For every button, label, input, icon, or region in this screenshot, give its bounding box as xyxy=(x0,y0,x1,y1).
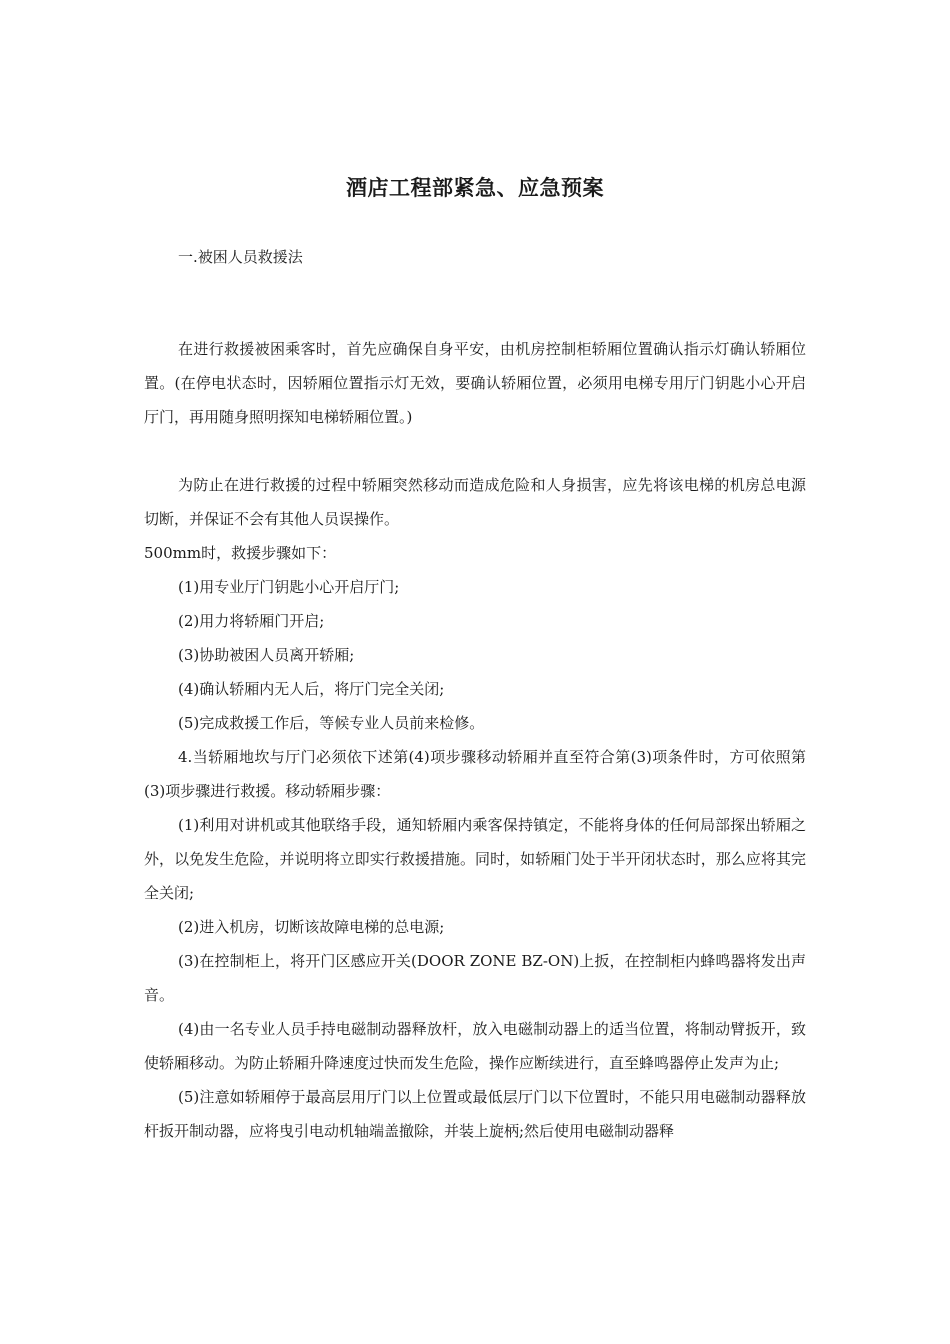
paragraph-500mm: 500mm时，救援步骤如下： xyxy=(144,544,337,562)
step-b-1: (1)利用对讲机或其他联络手段，通知轿厢内乘客保持镇定，不能将身体的任何局部探出轿厢之外，以免发生危险，并说明将立即实行救援措施。同时，如轿厢门处于半开闭状态时，那么应将其完全关闭; xyxy=(144,816,806,902)
step-b-4: (4)由一名专业人员手持电磁制动器释放杆，放入电磁制动器上的适当位置，将制动臂扳开，致使轿厢移动。为防止轿厢升降速度过快而发生危险，操作应断续进行，直至蜂鸣器停止发声为止; xyxy=(144,1020,806,1072)
step-b-2: (2)进入机房，切断该故障电梯的总电源; xyxy=(178,918,445,936)
document-title: 酒店工程部紧急、应急预案 xyxy=(346,176,604,200)
document-body xyxy=(144,240,806,1148)
step-a-4: (4)确认轿厢内无人后，将厅门完全关闭; xyxy=(178,680,445,698)
paragraph-cut-power: 为防止在进行救援的过程中轿厢突然移动而造成危险和人身损害，应先将该电梯的机房总电源切断，并保证不会有其他人员误操作。 xyxy=(144,476,806,528)
step-b-5: (5)注意如轿厢停于最高层用厅门以上位置或最低层厅门以下位置时，不能只用电磁制动器释放杆扳开制动器，应将曳引电动机轴端盖撤除，并装上旋柄;然后使用电磁制动器释 xyxy=(144,1088,806,1140)
step-a-5: (5)完成救援工作后，等候专业人员前来检修。 xyxy=(178,714,485,732)
paragraph-confirm-position: 在进行救援被困乘客时，首先应确保自身平安，由机房控制柜轿厢位置确认指示灯确认轿厢位置。(在停电状态时，因轿厢位置指示灯无效，要确认轿厢位置，必须用电梯专用厅门钥匙小心开启厅门，再用随身照明探知电梯轿厢位置。) xyxy=(144,340,806,426)
step-a-3: (3)协助被困人员离开轿厢; xyxy=(178,646,355,664)
step-a-2: (2)用力将轿厢门开启; xyxy=(178,612,325,630)
paragraph-item-4: 4.当轿厢地坎与厅门必须依下述第(4)项步骤移动轿厢并直至符合第(3)项条件时，方可依照第(3)项步骤进行救援。移动轿厢步骤： xyxy=(144,748,806,800)
step-b-3: (3)在控制柜上，将开门区感应开关(DOOR ZONE BZ-ON)上扳，在控制柜内蜂鸣器将发出声音。 xyxy=(144,952,806,1004)
step-a-1: (1)用专业厅门钥匙小心开启厅门; xyxy=(178,578,400,596)
section-heading: 一.被困人员救援法 xyxy=(178,248,303,266)
